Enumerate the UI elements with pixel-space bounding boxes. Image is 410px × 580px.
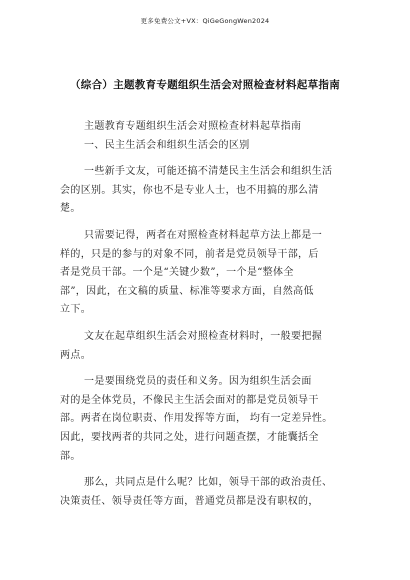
paragraph-line: 决策责任、领导责任等方面，普通党员都是没有职权的，: [60, 495, 319, 507]
paragraph-line: 一些新手文友，可能还搞不清楚民主生活会和组织生活: [84, 166, 333, 178]
paragraph-line: 因此，要找两者的共同之处，进行问题查摆，才能囊括全: [60, 431, 319, 443]
paragraph-line: 者是党员干部。一个是“关键少数”，一个是“整体全: [60, 267, 294, 279]
body-paragraph: [60, 163, 360, 219]
paragraph-line: 两点。: [60, 349, 92, 361]
paragraph-line: 部。两者在岗位职责、作用发挥等方面， 均有一定差异性。: [60, 413, 333, 425]
paragraph-line: 文友在起草组织生活会对照检查材料时，一般要把握: [84, 330, 323, 342]
body-paragraph: [60, 118, 360, 137]
paragraph-line: 楚。: [60, 203, 81, 215]
paragraph-line: 只需要记得，两者在对照检查材料起草方法上都是一: [84, 229, 323, 241]
body-paragraph: [60, 227, 360, 320]
paragraph-line: 主题教育专题组织生活会对照检查材料起草指南: [84, 121, 302, 132]
paragraph-line: 立下。: [60, 304, 92, 316]
paragraph-line: 一是要围绕党员的责任和义务。因为组织生活会面: [84, 376, 312, 388]
paragraph-line: 样的，只是的参与的对象不同，前者是党员领导干部，后: [60, 248, 319, 260]
body-paragraph: [60, 328, 360, 365]
paragraph-line: 部。: [60, 450, 81, 462]
section-heading: 一、民主生活会和组织生活会的区别: [84, 139, 250, 151]
document-title: （综合）主题教育专题组织生活会对照检查材料起草指南: [70, 79, 340, 91]
paragraph-line: 那么，共同点是什么呢？比如，领导干部的政治责任、: [84, 477, 333, 489]
body-paragraph: [60, 474, 360, 511]
paragraph-line: 部”，因此，在文稿的质量、标准等要求方面，自然高低: [60, 285, 314, 297]
body-paragraph: [60, 373, 360, 466]
paragraph-line: 会的区别。其实，你也不是专业人士，也不用搞的那么清: [60, 184, 319, 196]
paragraph-line: 对的是全体党员，不像民主生活会面对的都是党员领导干: [60, 394, 319, 406]
body-paragraph: [60, 137, 360, 156]
document-body: [60, 118, 360, 511]
header-note: 更多免费公文+VX：QiGeGongWen2024: [140, 17, 270, 25]
